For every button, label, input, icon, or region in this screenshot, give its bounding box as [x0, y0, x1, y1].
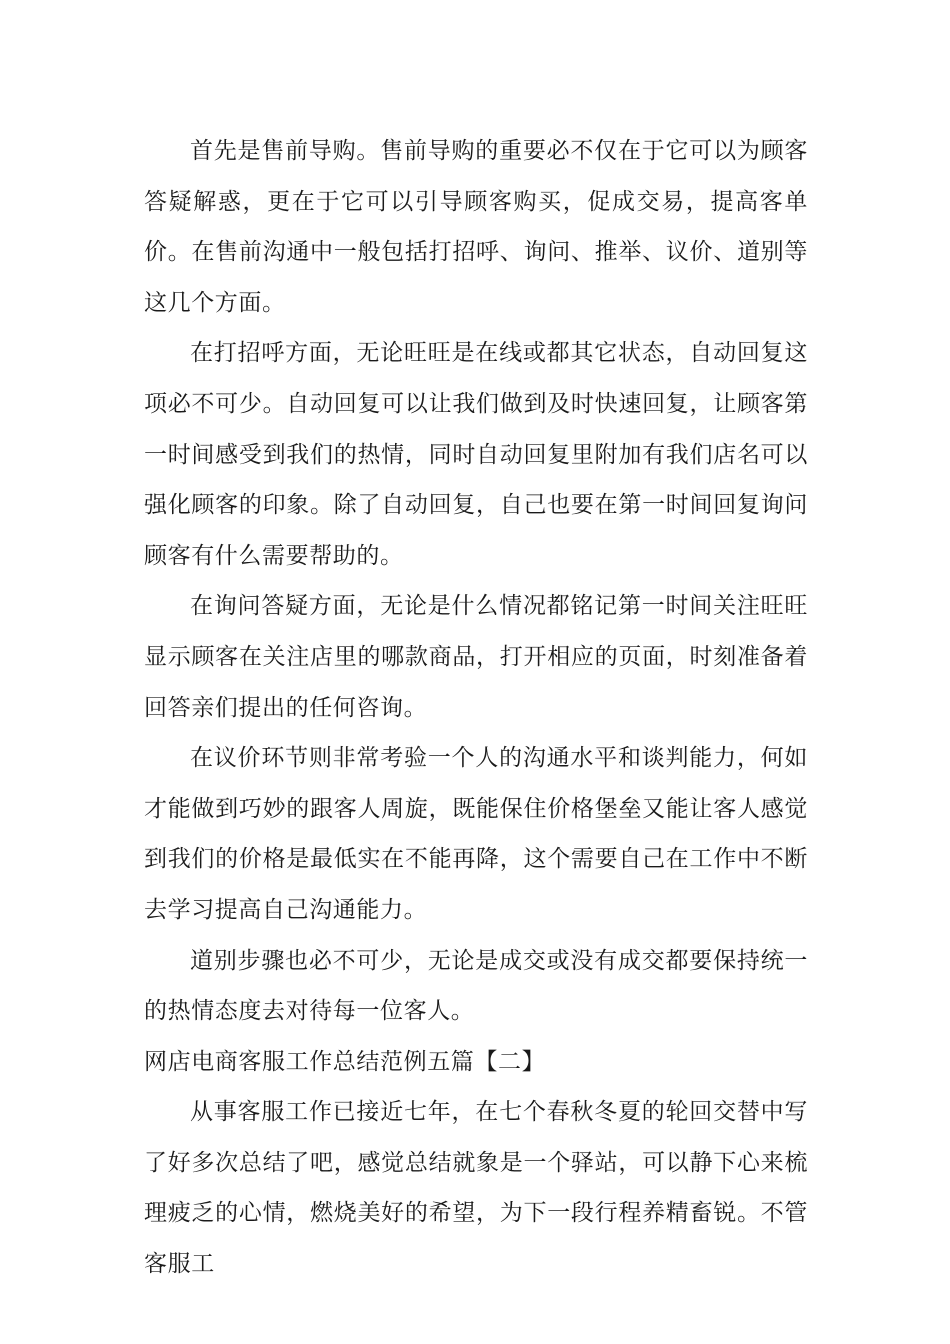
paragraph-negotiation: 在议价环节则非常考验一个人的沟通水平和谈判能力，何如才能做到巧妙的跟客人周旋，既能保住价格堡垒又能让客人感觉到我们的价格是最低实在不能再降，这个需要自己在工作中不断去学习提高自己沟通能力。 [144, 745, 808, 923]
paragraph-greeting: 在打招呼方面，无论旺旺是在线或都其它状态，自动回复这项必不可少。自动回复可以让我们做到及时快速回复，让顾客第一时间感受到我们的热情，同时自动回复里附加有我们店名可以强化顾客的印象。除了自动回复，自己也要在第一时间回复询问顾客有什么需要帮助的。 [144, 340, 808, 569]
document-body [144, 126, 808, 1290]
paragraph-farewell: 道别步骤也必不可少，无论是成交或没有成交都要保持统一的热情态度去对待每一位客人。 [144, 947, 808, 1025]
section-heading: 网店电商客服工作总结范例五篇【二】 [144, 1048, 546, 1075]
paragraph-experience: 从事客服工作已接近七年，在七个春秋冬夏的轮回交替中写了好多次总结了吧，感觉总结就象是一个驿站，可以静下心来梳理疲乏的心情，燃烧美好的希望，为下一段行程养精畜锐。不管客服工 [144, 1099, 808, 1278]
paragraph-presales-guide: 首先是售前导购。售前导购的重要必不仅在于它可以为顾客答疑解惑，更在于它可以引导顾客购买，促成交易，提高客单价。在售前沟通中一般包括打招呼、询问、推举、议价、道别等这几个方面。 [144, 138, 808, 316]
paragraph-inquiry: 在询问答疑方面，无论是什么情况都铭记第一时间关注旺旺显示顾客在关注店里的哪款商品，打开相应的页面，时刻准备着回答亲们提出的任何咨询。 [144, 593, 808, 721]
